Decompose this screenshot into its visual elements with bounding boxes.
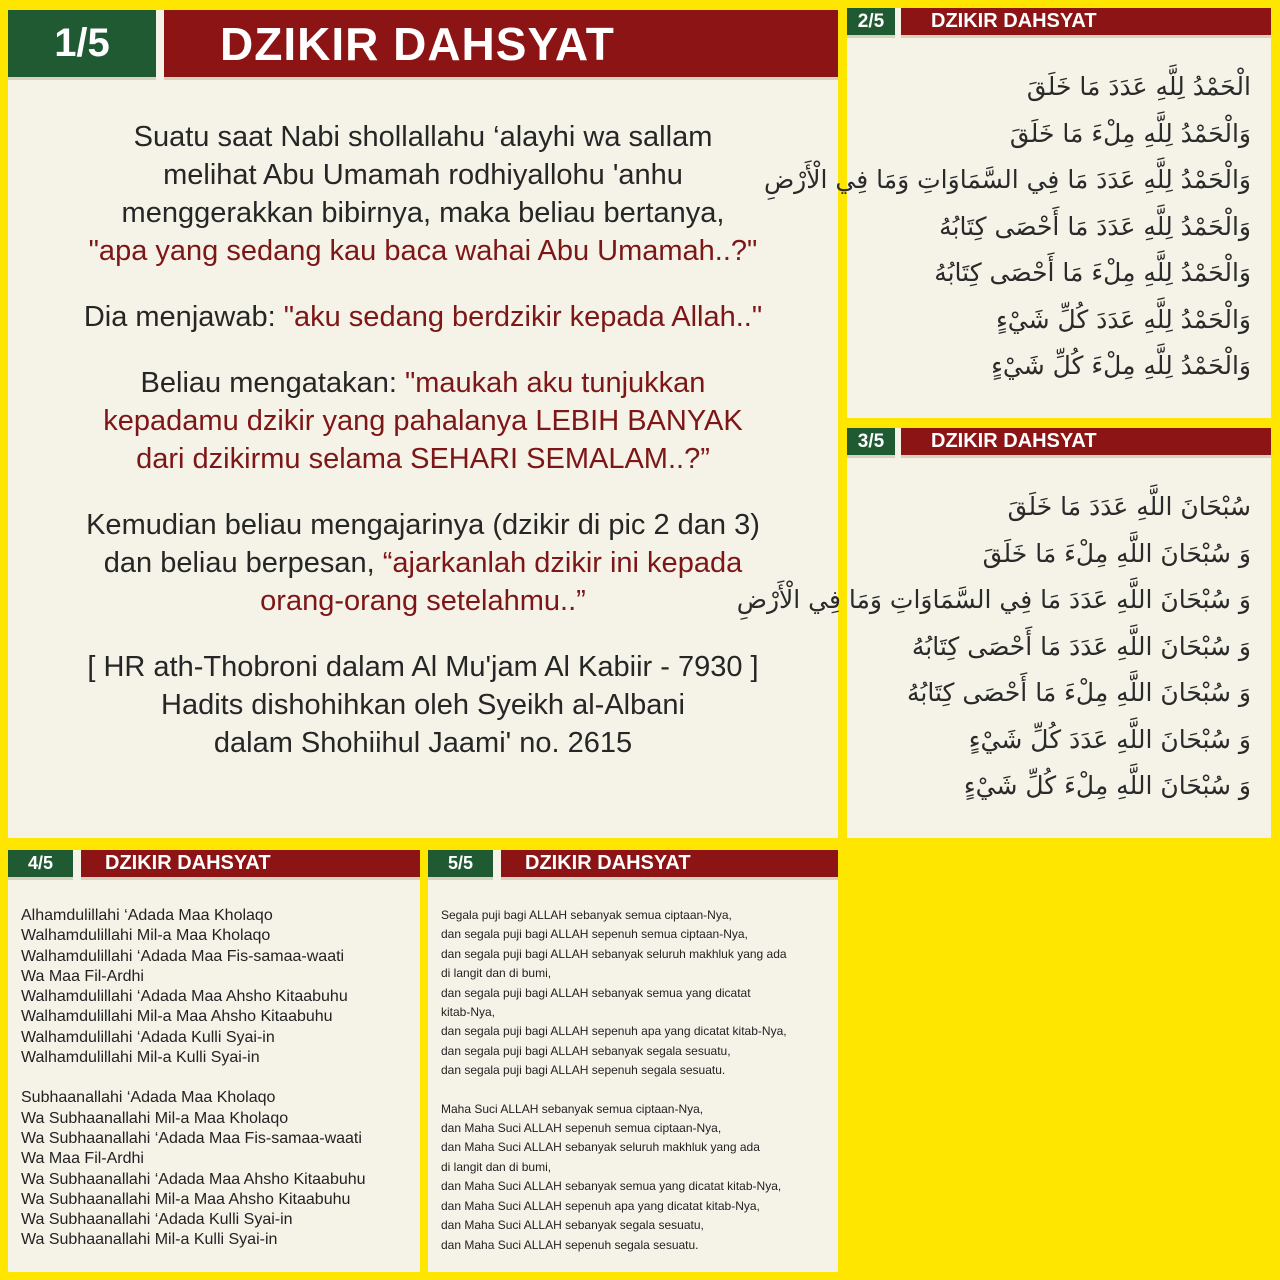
panel-5-title: DZIKIR DAHSYAT (501, 850, 838, 880)
panel-4-title: DZIKIR DAHSYAT (81, 850, 420, 880)
source-line: Hadits dishohihkan oleh Syeikh al-Albani (161, 689, 685, 721)
story-quote: kepadamu dzikir yang pahalanya LEBIH BANYAK (103, 405, 743, 437)
arabic-line: وَالْحَمْدُ لِلَّهِ مِلْءَ مَا خَلَقَ (1009, 118, 1251, 148)
arabic-line: وَ سُبْحَانَ اللَّهِ مِلْءَ مَا أَحْصَى كِتَابُهُ (906, 678, 1251, 707)
spacer (441, 1081, 787, 1100)
transliteration-text (21, 906, 366, 1251)
arabic-line: سُبْحَانَ اللَّهِ عَدَدَ مَا خَلَقَ (1007, 492, 1251, 521)
arabic-line: وَالْحَمْدُ لِلَّهِ عَدَدَ مَا أَحْصَى كِتَابُهُ (939, 211, 1251, 241)
arabic-line: وَالْحَمْدُ لِلَّهِ مِلْءَ كُلِّ شَيْءٍ (991, 351, 1251, 380)
panel-3-number: 3/5 (847, 428, 895, 458)
transliteration-line: Wa Subhaanallahi ‘Adada Kulli Syai-in (21, 1211, 293, 1229)
panel-3 (736, 428, 1271, 838)
source-line: dalam Shohiihul Jaami' no. 2615 (213, 727, 633, 759)
panel-2-number: 2/5 (847, 8, 895, 38)
panel-1-header (8, 10, 838, 80)
arabic-line: وَالْحَمْدُ لِلَّهِ عَدَدَ كُلِّ شَيْءٍ (996, 304, 1251, 334)
panel-1 (8, 10, 838, 838)
translation-line: dan segala puji bagi ALLAH sepenuh segala sesuatu. (441, 1063, 726, 1078)
panel-5 (428, 850, 838, 1272)
panel-4-number: 4/5 (8, 850, 73, 880)
story-line: dan beliau berpesan, (103, 547, 383, 579)
spacer (21, 1068, 366, 1088)
story-line: Kemudian beliau mengajarinya (dzikir di pic 2 dan 3) (86, 509, 760, 541)
arabic-line: وَ سُبْحَانَ اللَّهِ عَدَدَ مَا أَحْصَى كِتَابُهُ (911, 631, 1251, 661)
transliteration-line: Walhamdulillahi ‘Adada Kulli Syai-in (21, 1028, 275, 1046)
translation-line: di langit dan di bumi, (441, 966, 552, 981)
translation-line: Maha Suci ALLAH sebanyak semua ciptaan-Nya, (441, 1101, 704, 1116)
panel-1-title: DZIKIR DAHSYAT (164, 10, 838, 80)
translation-line: kitab-Nya, (441, 1005, 496, 1020)
translation-line: dan Maha Suci ALLAH sebanyak seluruh makhluk yang ada (441, 1140, 760, 1155)
panel-4 (8, 850, 420, 1272)
transliteration-line: Walhamdulillahi Mil-a Maa Ahsho Kitaabuhu (21, 1008, 333, 1026)
translation-line: dan Maha Suci ALLAH sepenuh apa yang dicatat kitab-Nya, (441, 1198, 760, 1213)
panel-1-number: 1/5 (8, 10, 156, 80)
arabic-tahmid-text (763, 64, 1251, 390)
story-quote: dari dzikirmu selama SEHARI SEMALAM..?” (136, 443, 710, 475)
story-line: Beliau mengatakan: (140, 367, 405, 399)
panel-5-header (428, 850, 838, 880)
arabic-line: وَ سُبْحَانَ اللَّهِ عَدَدَ مَا فِي السَّمَاوَاتِ وَمَا فِي الْأَرْضِ (736, 585, 1251, 614)
arabic-line: وَ سُبْحَانَ اللَّهِ عَدَدَ كُلِّ شَيْءٍ (968, 724, 1251, 754)
panel-5-number: 5/5 (428, 850, 493, 880)
panel-2 (763, 8, 1271, 418)
translation-line: dan Maha Suci ALLAH sepenuh semua ciptaan-Nya, (441, 1121, 722, 1136)
translation-line: dan segala puji bagi ALLAH sebanyak semua yang dicatat (441, 985, 751, 1000)
translation-line: Segala puji bagi ALLAH sebanyak semua ciptaan-Nya, (441, 908, 732, 922)
story-line: melihat Abu Umamah rodhiyallohu 'anhu (163, 159, 683, 191)
transliteration-line: Alhamdulillahi ‘Adada Maa Kholaqo (21, 907, 273, 924)
panel-4-header (8, 850, 420, 880)
transliteration-line: Subhaanallahi ‘Adada Maa Kholaqo (21, 1089, 276, 1107)
panel-3-title: DZIKIR DAHSYAT (901, 428, 1271, 458)
arabic-tasbih-text (736, 484, 1251, 810)
translation-line: di langit dan di bumi, (441, 1159, 552, 1174)
translation-line: dan Maha Suci ALLAH sebanyak semua yang dicatat kitab-Nya, (441, 1179, 782, 1194)
transliteration-line: Wa Subhaanallahi Mil-a Kulli Syai-in (21, 1231, 278, 1249)
hadith-source (8, 648, 838, 762)
arabic-line: وَ سُبْحَانَ اللَّهِ مِلْءَ مَا خَلَقَ (982, 538, 1251, 568)
transliteration-line: Walhamdulillahi Mil-a Kulli Syai-in (21, 1049, 260, 1067)
arabic-line: وَالْحَمْدُ لِلَّهِ عَدَدَ مَا فِي السَّمَاوَاتِ وَمَا فِي الْأَرْضِ (763, 165, 1251, 194)
panel-2-header (847, 8, 1271, 38)
translation-line: dan Maha Suci ALLAH sebanyak segala sesuatu, (441, 1218, 704, 1233)
transliteration-line: Walhamdulillahi Mil-a Maa Kholaqo (21, 927, 271, 945)
story-line: Dia menjawab: (83, 301, 284, 333)
story-quote: "maukah aku tunjukkan (404, 367, 706, 399)
translation-line: dan segala puji bagi ALLAH sepenuh apa yang dicatat kitab-Nya, (441, 1024, 787, 1039)
transliteration-line: Wa Subhaanallahi Mil-a Maa Ahsho Kitaabuhu (21, 1190, 351, 1208)
translation-line: dan segala puji bagi ALLAH sebanyak segala sesuatu, (441, 1043, 731, 1058)
transliteration-line: Wa Subhaanallahi Mil-a Maa Kholaqo (21, 1109, 289, 1127)
transliteration-line: Wa Subhaanallahi ‘Adada Maa Fis-samaa-waati (21, 1129, 362, 1147)
story-line: Suatu saat Nabi shollallahu ‘alayhi wa sallam (133, 121, 713, 153)
translation-line: dan segala puji bagi ALLAH sebanyak seluruh makhluk yang ada (441, 946, 787, 961)
story-line: menggerakkan bibirnya, maka beliau bertanya, (121, 197, 725, 229)
transliteration-line: Walhamdulillahi ‘Adada Maa Fis-samaa-waati (21, 947, 345, 965)
hadith-story (8, 118, 838, 790)
story-quote: "aku sedang berdzikir kepada Allah.." (283, 301, 763, 333)
story-quote: orang-orang setelahmu..” (260, 585, 586, 617)
translation-line: dan segala puji bagi ALLAH sepenuh semua ciptaan-Nya, (441, 927, 748, 942)
story-quote: "apa yang sedang kau baca wahai Abu Umamah..?" (88, 235, 758, 267)
arabic-line: الْحَمْدُ لِلَّهِ عَدَدَ مَا خَلَقَ (1026, 72, 1251, 101)
translation-text (441, 906, 787, 1255)
story-quote: “ajarkanlah dzikir ini kepada (382, 547, 743, 579)
transliteration-line: Walhamdulillahi ‘Adada Maa Ahsho Kitaabuhu (21, 988, 348, 1006)
source-line: [ HR ath-Thobroni dalam Al Mu'jam Al Kabiir - 7930 ] (87, 651, 759, 683)
transliteration-line: Wa Maa Fil-Ardhi (21, 1150, 144, 1168)
panel-3-header (847, 428, 1271, 458)
arabic-line: وَ سُبْحَانَ اللَّهِ مِلْءَ كُلِّ شَيْءٍ (963, 771, 1251, 800)
translation-line: dan Maha Suci ALLAH sepenuh segala sesuatu. (441, 1237, 699, 1252)
arabic-line: وَالْحَمْدُ لِلَّهِ مِلْءَ مَا أَحْصَى كِتَابُهُ (934, 258, 1251, 287)
panel-2-title: DZIKIR DAHSYAT (901, 8, 1271, 38)
transliteration-line: Wa Subhaanallahi ‘Adada Maa Ahsho Kitaabuhu (21, 1170, 366, 1188)
transliteration-line: Wa Maa Fil-Ardhi (21, 967, 144, 985)
